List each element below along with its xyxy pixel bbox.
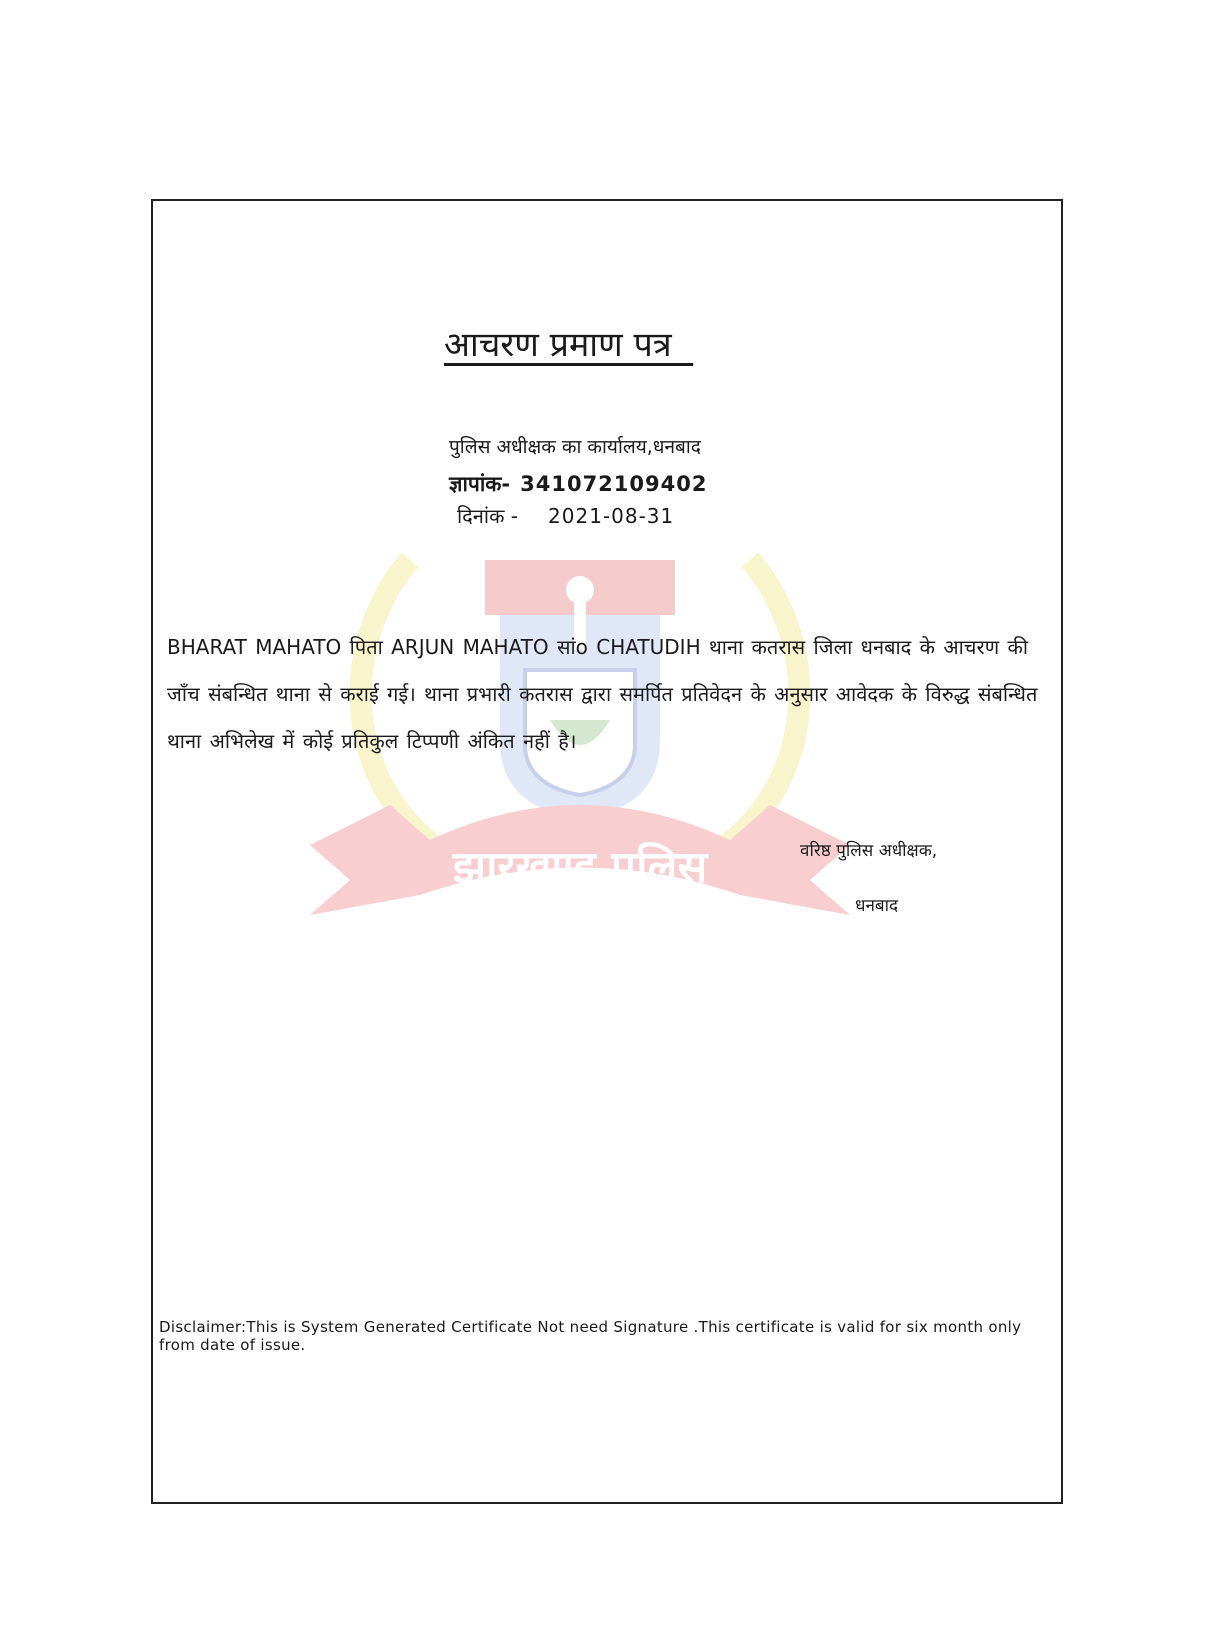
signatory-place: धनबाद — [855, 896, 899, 916]
reference-number: 341072109402 — [520, 472, 708, 496]
date-label: दिनांक - — [457, 504, 519, 528]
certificate-body: BHARAT MAHATO पिता ARJUN MAHATO सांo CHATUDIH थाना कतरास जिला धनबाद के आचरण की जाँच संबन्धित थाना से कराई गई। थाना प्रभारी कतरास द्वारा समर्पित प्रतिवेदन के अनुसार आवेदक के विरुद्ध संबन्धित थाना अभिलेख में कोई प्रतिकुल टिप्पणी अंकित नहीं है। — [167, 635, 1038, 753]
certificate-title: आचरण प्रमाण पत्र — [444, 325, 694, 365]
date-value: 2021-08-31 — [548, 504, 675, 528]
issuing-office: पुलिस अधीक्षक का कार्यालय,धनबाद — [449, 436, 701, 458]
signatory-title: वरिष्ठ पुलिस अधीक्षक, — [800, 841, 938, 861]
disclaimer: Disclaimer:This is System Generated Certificate Not need Signature .This certificate is valid for six month only from date of issue. — [159, 1318, 1022, 1354]
reference-label: ज्ञापांक- — [449, 472, 511, 496]
watermark-banner-text: झारखण्ड पुलिस — [452, 842, 708, 893]
reference-row — [449, 470, 707, 498]
date-row — [457, 502, 674, 529]
